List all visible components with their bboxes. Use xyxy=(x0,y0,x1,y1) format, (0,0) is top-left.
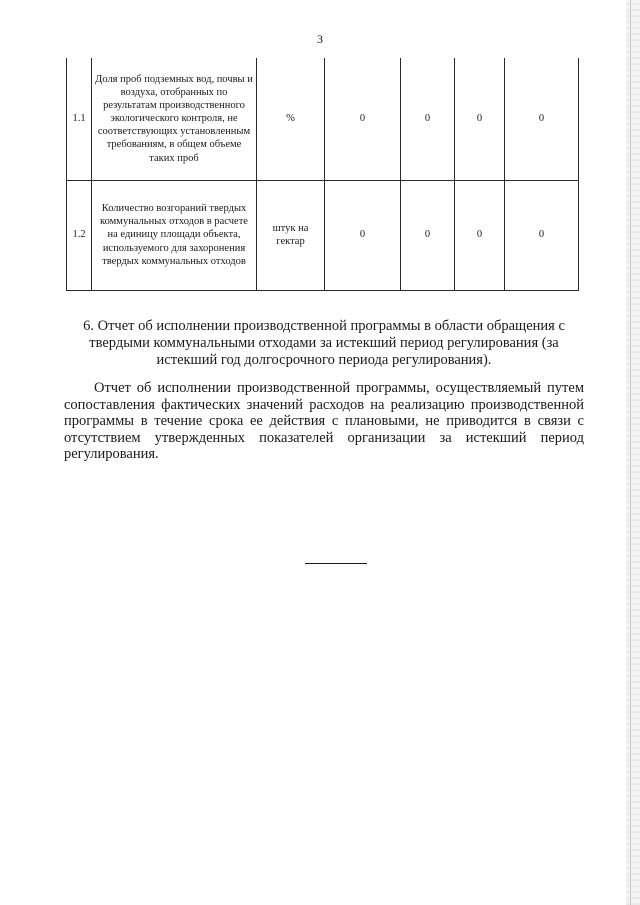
section-body-text: Отчет об исполнении производственной программы, осуществляемый путем сопоставления фактических значений расходов на реализацию производственной программы в течение срока ее действия с плановыми, не приводится в связи с отсутствием утвержденных показателей организации за истекший период регулирования. xyxy=(64,380,584,462)
value-cell: 0 xyxy=(325,58,401,180)
scan-edge-artifact xyxy=(626,0,640,905)
indicators-table xyxy=(66,58,579,291)
section-heading: 6. Отчет об исполнении производственной программы в области обращения с твердыми коммунальными отходами за истекший период регулирования (за истекший год долгосрочного периода регулирования). xyxy=(83,318,565,368)
unit-cell: % xyxy=(257,58,325,180)
table-row xyxy=(67,180,579,290)
table-row xyxy=(67,58,579,180)
scan-edge-line xyxy=(630,0,631,905)
value-cell: 0 xyxy=(401,58,455,180)
value-cell: 0 xyxy=(325,180,401,290)
indicator-name: Количество возгораний твердых коммунальных отходов в расчете на единицу площади объекта, используемого для захоронения твердых коммунальных отходов xyxy=(92,180,257,290)
value-cell: 0 xyxy=(505,58,579,180)
page-number: 3 xyxy=(317,32,323,46)
value-cell: 0 xyxy=(455,58,505,180)
row-number: 1.1 xyxy=(67,58,92,180)
value-cell: 0 xyxy=(401,180,455,290)
indicator-name: Доля проб подземных вод, почвы и воздуха, отобранных по результатам производственного экологического контроля, не соответствующих установленным требованиям, в общем объеме таких проб xyxy=(92,58,257,180)
unit-cell: штук на гектар xyxy=(257,180,325,290)
row-number: 1.2 xyxy=(67,180,92,290)
value-cell: 0 xyxy=(505,180,579,290)
end-of-document-line xyxy=(305,563,367,564)
value-cell: 0 xyxy=(455,180,505,290)
